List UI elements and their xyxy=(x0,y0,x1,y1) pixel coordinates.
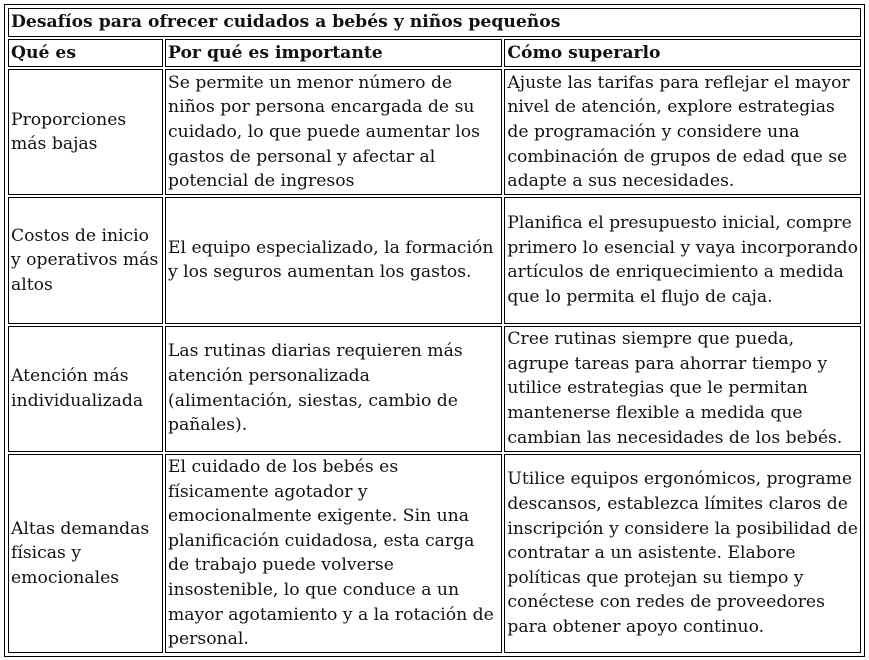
cell-why: Las rutinas diarias requieren más atención personalizada (alimentación, siestas, cambio de pañales). xyxy=(165,326,502,452)
cell-how: Cree rutinas siempre que pueda, agrupe tareas para ahorrar tiempo y utilice estrategias que le permitan mantenerse flexible a medida que cambian las necesidades de los bebés. xyxy=(504,326,861,452)
cell-how: Planifica el presupuesto inicial, compre primero lo esencial y vaya incorporando artículos de enriquecimiento a medida que lo permita el flujo de caja. xyxy=(504,197,861,323)
header-why: Por qué es importante xyxy=(165,39,502,67)
header-what: Qué es xyxy=(8,39,163,67)
cell-how: Ajuste las tarifas para reflejar el mayor nivel de atención, explore estrategias de programación y considere una combinación de grupos de edad que se adapte a sus necesidades. xyxy=(504,69,861,195)
cell-what: Costos de inicio y operativos más altos xyxy=(8,197,163,323)
table-row xyxy=(8,69,861,195)
cell-what: Altas demandas físicas y emocionales xyxy=(8,454,163,653)
cell-what: Proporciones más bajas xyxy=(8,69,163,195)
header-how: Cómo superarlo xyxy=(504,39,861,67)
cell-why: Se permite un menor número de niños por persona encargada de su cuidado, lo que puede aumentar los gastos de personal y afectar al potencial de ingresos xyxy=(165,69,502,195)
cell-why: El cuidado de los bebés es físicamente agotador y emocionalmente exigente. Sin una planificación cuidadosa, esta carga de trabajo puede volverse insostenible, lo que conduce a un mayor agotamiento y a la rotación de personal. xyxy=(165,454,502,653)
table-row xyxy=(8,197,861,323)
header-row xyxy=(8,39,861,67)
table-row xyxy=(8,454,861,653)
challenges-table xyxy=(6,6,863,655)
cell-what: Atención más individualizada xyxy=(8,326,163,452)
table-title: Desafíos para ofrecer cuidados a bebés y niños pequeños xyxy=(8,8,861,37)
cell-how: Utilice equipos ergonómicos, programe descansos, establezca límites claros de inscripción y considere la posibilidad de contratar a un asistente. Elabore políticas que protejan su tiempo y conéctese con redes de proveedores para obtener apoyo continuo. xyxy=(504,454,861,653)
cell-why: El equipo especializado, la formación y los seguros aumentan los gastos. xyxy=(165,197,502,323)
table-row xyxy=(8,326,861,452)
